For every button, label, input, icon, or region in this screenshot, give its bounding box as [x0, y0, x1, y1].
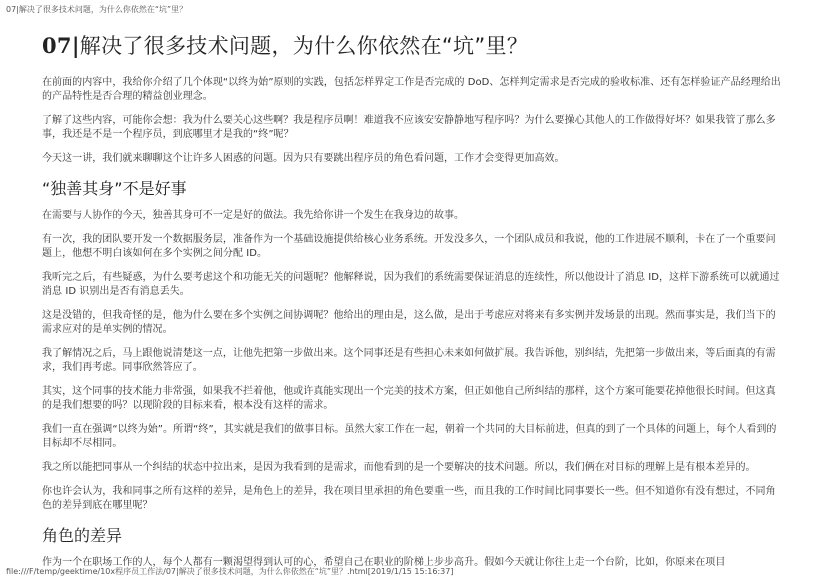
title-text: 解决了很多技术问题，为什么你依然在“坑”里？ — [79, 34, 529, 58]
intro-paragraph: 在前面的内容中，我给你介绍了几个体现“以终为始”原则的实践，包括怎样界定工作是否完成的 DoD、怎样判定需求是否完成的验收标准、还有怎样验证产品经理给出的产品特性是否合理的精益创业理念。 — [42, 77, 781, 102]
body-paragraph: 我听完之后，有些疑惑，为什么要考虑这个和功能无关的问题呢？他解释说，因为我们的系统需要保证消息的连续性，所以他设计了消息 ID，这样下游系统可以就通过消息 ID 识别出是否有消息丢失。 — [42, 272, 780, 297]
article-title — [42, 30, 782, 60]
section-heading: “独善其身”不是好事 — [42, 179, 187, 198]
print-footer: file:///F/temp/geektime/10x程序员工作法/07|解决了很多技术问题，为什么你依然在“坑”里？.html[2019/1/15 15:16:37] — [6, 567, 454, 576]
body-paragraph: 这是没错的，但我奇怪的是，他为什么要在多个实例之间协调呢？他给出的理由是，这么做，是出于考虑应对将来有多实例并发场景的出现。然而事实是，我们当下的需求应对的是单实例的情况。 — [42, 310, 776, 335]
body-paragraph: 我们一直在强调“以终为始”。所谓“终”，其实就是我们的做事目标。虽然大家工作在一起，朝着一个共同的大目标前进，但真的到了一个具体的问题上，每个人看到的目标却不尽相同。 — [42, 424, 777, 449]
print-header: 07|解决了很多技术问题，为什么你依然在“坑”里？ — [6, 5, 188, 14]
title-number: 07| — [42, 33, 80, 58]
body-paragraph: 有一次，我的团队要开发一个数据服务层，准备作为一个基础设施提供给核心业务系统。开发没多久，一个团队成员和我说，他的工作进展不顺利，卡在了一个重要问题上，他想不明白该如何在多个实例之间分配 ID。 — [42, 234, 776, 259]
body-paragraph: 我了解情况之后，马上跟他说清楚这一点，让他先把第一步做出来。这个同事还是有些担心未来如何做扩展。我告诉他，别纠结，先把第一步做出来，等后面真的有需求，我们再考虑。同事欣然答应了。 — [42, 348, 776, 373]
article — [42, 30, 782, 580]
intro-paragraph: 今天这一讲，我们就来聊聊这个让许多人困惑的问题。因为只有要跳出程序员的角色看问题，工作才会变得更加高效。 — [42, 153, 565, 164]
body-paragraph: 作为一个在职场工作的人，每个人都有一颗渴望得到认可的心，希望自己在职业的阶梯上步步高升。假如今天就让你往上走一个台阶，比如，你原来在项目 — [42, 557, 726, 568]
body-paragraph: 我之所以能把同事从一个纠结的状态中拉出来，是因为我看到的是需求，而他看到的是一个要解决的技术问题。所以，我们俩在对目标的理解上是有根本差异的。 — [42, 462, 756, 473]
body-paragraph: 其实，这个同事的技术能力非常强，如果我不拦着他，他或许真能实现出一个完美的技术方案，但正如他自己所纠结的那样，这个方案可能要花掉他很长时间。但这真的是我们想要的吗？以现阶段的目标来看，根本没有这样的需求。 — [42, 386, 776, 411]
section-heading: 角色的差异 — [42, 526, 123, 545]
intro-paragraph: 了解了这些内容，可能你会想：我为什么要关心这些啊？我是程序员啊！难道我不应该安安静静地写程序吗？为什么要操心其他人的工作做得好坏？如果我管了那么多事，我还是不是一个程序员，到底哪里才是我的“终”呢？ — [42, 115, 776, 140]
body-paragraph: 在需要与人协作的今天，独善其身可不一定是好的做法。我先给你讲一个发生在我身边的故事。 — [42, 210, 465, 221]
body-paragraph: 你也许会认为，我和同事之所有这样的差异，是角色上的差异，我在项目里承担的角色要重一些，而且我的工作时间比同事要长一些。但不知道你有没有想过，不同角色的差异到底在哪里呢？ — [42, 486, 776, 511]
